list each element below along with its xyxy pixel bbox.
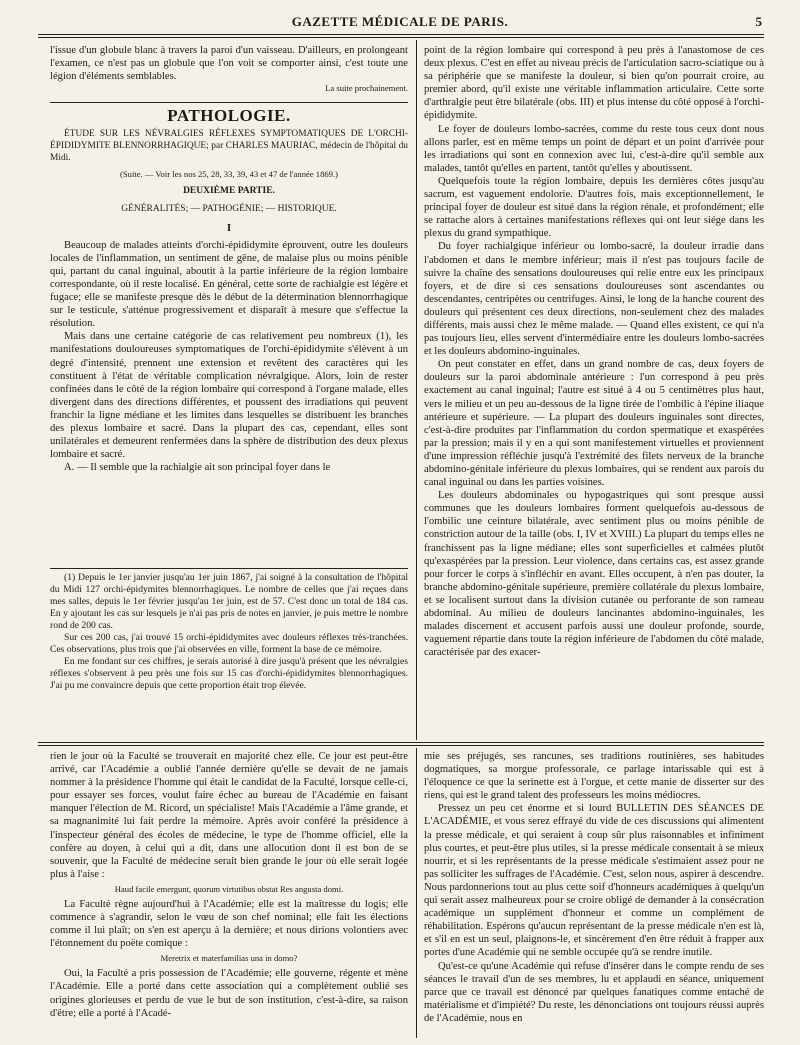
header-rule	[38, 34, 764, 35]
section-heading: PATHOLOGIE.	[167, 106, 291, 126]
part-subheading: GÉNÉRALITÉS; — PATHOGÉNIE; — HISTORIQUE.	[121, 204, 337, 215]
part-heading: DEUXIÈME PARTIE.	[183, 186, 275, 197]
column-divider	[416, 40, 417, 740]
continuation-text: l'issue d'un globule blanc à travers la paroi d'un vaisseau. D'ailleurs, en prolongeant l'examen, ce n'est pas un globule que l'on voit se comporter ainsi, c'est toute une légion d'éléments semblables.	[50, 45, 408, 83]
paragraph: Pressez un peu cet énorme et si lourd BULLETIN DES SÉANCES DE L'ACADÉMIE, et vous serez effrayé du vide de ces discussions qui alimentent la presse médicale, et qui seraient à coup sûr plus raisonnables et infiniment plus courtes, et peut-être plus utiles, si la presse médicale consentait à se mieux nourrir, et si les représentants de la presse médicale s'estimaient assez pour ne pas solliciter les suffrages de l'Académie. C'est, selon nous, aspirer à descendre. Nous pardonnerions tout au plus cette soif d'honneurs académiques à quelqu'un qui serait assez malheureux pour se croire obligé de demander à la consécration académique un supplément d'honneur et comme un complément de réhabilitation. Espérons qu'aucun représentant de la presse médicale n'en est là, et s'il en est un seul, plaignons-le, et sincèrement d'en être réduit à frapper aux portes d'une Académie qui ne semble occupée qu'à se rendre inutile.	[424, 803, 764, 959]
paragraph: Du foyer rachialgique inférieur ou lombo-sacré, la douleur irradie dans l'abdomen et dans le membre inférieur; mais il n'est pas toujours facile de suivre la chaîne des sensations douloureuses qui relie entre eux les principaux foyers, et de dire si ces sensations douloureuses sont ascendantes ou descendantes, centripètes ou centrifuges. Ainsi, le long de la hanche courent des douleurs qui présentent ces deux directions, non-seulement chez des malades différents, mais aussi chez le même malade. — Quand elles existent, ce qui n'a pas toujours lieu, elles servent d'intermédiaire entre les douleurs lombo-sacrées et les douleurs abdomino-inguinales.	[424, 241, 764, 358]
continuation-note: (Suite. — Voir les nos 25, 28, 33, 39, 43 et 47 de l'année 1869.)	[120, 169, 338, 180]
section-divider	[50, 102, 408, 103]
paragraph: Le foyer de douleurs lombo-sacrées, comme du reste tous ceux dont nous allons parler, est en même temps un point de départ et un point d'arrivée pour les irradiations qui sont en connexion avec lui, c'est-à-dire qu'il semble aux malades, tantôt qu'elles en partent, tantôt qu'elles y aboutissent.	[424, 123, 764, 174]
article-title: ÉTUDE SUR LES NÉVRALGIES RÉFLEXES SYMPTOMATIQUES DE L'ORCHI-ÉPIDIDYMITE BLENNORRHAGIQUE; par CHARLES MAURIAC, médecin de l'hôpital du Midi.	[50, 129, 408, 164]
paragraph: Les douleurs abdominales ou hypogastriques qui sont presque aussi communes que les douleurs lombaires forment quelquefois au-dessous de l'ombilic une ceinture bilatérale, avec sentiment plus ou moins pénible de constriction autour de la taille (obs. I, IV et XVIII.) La plupart du temps elles ne franchissent pas la ligne médiane; elles sont superficielles et calmées plutôt qu'exaspérées par la pression. Leur violence, dans certains cas, est assez grande pour forcer le corps à s'infléchir en avant. Elles occupent, à n'en pas douter, la branche abdomino-génitale supérieure, première collatérale du plexus lombaire, et se localisent surtout dans la division cutanée ou perforante de son rameau abdominal. Au milieu de douleurs lancinantes abdomino-inguinales, les malades discernent et accusent parfois aussi une douleur profonde, sourde, vaguement répartie dans toute la région inférieure de l'abdomen du côté malade, caractérisée par des exacer-	[424, 490, 764, 659]
paragraph: On peut constater en effet, dans un grand nombre de cas, deux foyers de douleurs sur la paroi abdominale antérieure : l'un correspond à peu près exactement au canal inguinal; l'autre est situé à 4 ou 5 centimètres plus haut, vers le milieu et un peu au-dessous de la ligne tirée de l'ombilic à l'épine iliaque antérieure et supérieure. — La plupart des douleurs inguinales sont directes, c'est-à-dire produites par l'inflammation du cordon spermatique et exaspérées par la pression; mais il y en a qui sont manifestement virtuelles et proviennent d'une impression réfléchie jusqu'à l'extrémité des filets nerveux de la branche abdomino-génitale inférieure du plexus lombaires, qui se rendent aux parois du canal inguinal ou dans les parties voisines.	[424, 359, 764, 489]
page-number: 5	[755, 14, 762, 29]
bottom-column-divider	[416, 748, 417, 1038]
latin-quote: Haud facile emergunt, quorum virtutibus obstat Res angusta domi.	[114, 883, 344, 894]
footnote: (1) Depuis le 1er janvier jusqu'au 1er juin 1867, j'ai soigné à la consultation de l'hôpital du Midi 127 orchi-épidymites blennorrhagiques. Le nombre de celles que j'ai reçues dans mes salles, depuis le 1er février jusqu'au 1er juin, est de 57. C'est donc un total de 184 cas. En y ajoutant les cas sur lesquels je n'ai pas pris de notes en janvier, je puis mettre le nombre rond de 200 cas.	[50, 572, 408, 631]
right-column	[424, 44, 764, 736]
header-rule-double	[38, 37, 764, 38]
footnotes	[50, 572, 408, 737]
footnote-rule	[50, 568, 408, 569]
paragraph: Mais dans une certaine catégorie de cas relativement peu nombreux (1), les manifestations douloureuses symptomatiques de l'orchi-épididymite s'élèvent à un degré d'intensité, prennent une extension et revêtent des caractères qui les constituent à l'état de véritable complication névralgique. Alors, loin de rester confinées dans le côté de la région lombaire qui correspond à l'organe malade, elles divergent dans des directions différentes, et poussent des irradiations qui peuvent franchir la ligne médiane et les limites dans lesquelles se distribuent les branches des plexus lombaire et sacré. Dans la plupart des cas, cependant, elles sont unilatérales et demeurent renfermées dans la sphère de distribution des deux plexus lombaire et sacré.	[50, 331, 408, 461]
paragraph: Beaucoup de malades atteints d'orchi-épididymite éprouvent, outre les douleurs locales de l'inflammation, un sentiment de gêne, de malaise plus ou moins pénible qui, partant du canal inguinal, aboutit à la partie inférieure de la région lombaire correspondante, où il reste localisé. En général, cette sorte de rachialgie est légère et fugace; elle se manifeste presque dès le début de la détermination blennorrhagique sur le testicule, s'atténue progressivement et disparaît à mesure que s'effectue la résolution.	[50, 239, 408, 330]
paragraph: point de la région lombaire qui correspond à peu près à l'anastomose de ces deux plexus. C'est en effet au niveau précis de l'articulation sacro-sciatique ou à sa périphérie que se manifeste la douleur, si bien qu'on pourrait croire, au premier abord, qu'il existe une véritable inflammation articulaire. Cette sorte d'arthralgie peut être bilatérale (obs. III) et plus intense du côté opposé à l'orchi-épididymite.	[424, 45, 764, 122]
bottom-left-column	[50, 750, 408, 1040]
roman-numeral: I	[226, 221, 232, 234]
paragraph: Qu'est-ce qu'une Académie qui refuse d'insérer dans le compte rendu de ses séances le travail d'un de ses membres, lu et applaudi en séance, uniquement parce que ce travail est dénoncé par quelques fanatiques comme entaché de matérialisme et d'impiété? Du reste, les dénonciations ont toujours réussi auprès de l'Académie, nous en	[424, 960, 764, 1024]
paragraph: A. — Il semble que la rachialgie ait son principal foyer dans le	[64, 462, 331, 474]
footnote: En me fondant sur ces chiffres, je serais autorisé à dire jusqu'à présent que les névralgies réflexes s'observent à peu près une fois sur 15 cas d'orchi-épididymites blennorrhagiques. J'ai pu me convaincre depuis que cette proportion était trop élevée.	[50, 656, 408, 691]
bottom-right-column	[424, 750, 764, 1040]
to-be-continued: La suite prochainement.	[325, 83, 408, 94]
left-column	[50, 44, 408, 564]
paragraph: mie ses préjugés, ses rancunes, ses traditions routinières, ses habitudes dogmatiques, sa morgue professorale, ce parlage intarissable qui est à l'éloquence ce que la serinette est à l'orgue, et cette manie de disserter sur des riens, qui est le grand talent des professeurs les moins médiocres.	[424, 751, 764, 802]
feuilleton-rule-double	[38, 745, 764, 746]
feuilleton-rule	[38, 742, 764, 743]
newspaper-title: GAZETTE MÉDICALE DE PARIS.	[291, 14, 509, 29]
paragraph: Oui, la Faculté a pris possession de l'Académie; elle gouverne, régente et mène l'Académie. Elle a porté dans cette association qui a complètement oublié ses origines glorieuses et perdu de vue le but de son institution, c'est-à-dire, sa raison d'être; elle a porté à l'Acadé-	[50, 968, 408, 1019]
paragraph: Quelquefois toute la région lombaire, depuis les dernières côtes jusqu'au sacrum, est vaguement endolorie. D'autres fois, mais exceptionnellement, le principal foyer de douleur est situé dans la région rénale, et profondément; elle se rattache alors à certaines manifestations réflexes qui ont leur siége dans les plexus du grand sympathique.	[424, 175, 764, 240]
paragraph: La Faculté règne aujourd'hui à l'Académie; elle est la maîtresse du logis; elle commence à s'agrandir, selon le vœu de son chef nominal; elle fait les élections comme il lui plaît; on s'en est aperçu à la dernière; et nous dirions volontiers avec l'étonnement du poëte comique :	[50, 898, 408, 950]
footnote: Sur ces 200 cas, j'ai trouvé 15 orchi-épididymites avec douleurs réflexes très-tranchées. Ces observations, plus trois que j'ai observées en ville, forment la base de ce mémoire.	[50, 632, 408, 655]
latin-quote: Meretrix et materfamilias una in domo?	[160, 953, 298, 964]
paragraph: rien le jour où la Faculté se trouverait en majorité chez elle. Ce jour est peut-être arrivé, car l'Académie a oublié l'année dernière qu'elle se devait de ne jamais nommer à la présidence l'homme qui était le candidat de la Faculté, lorsque celle-ci, pour essayer ses forces, voulut faire échec au bureau de l'Académie en faisant manquer l'élection de M. Ricord, un spécialiste! Mais l'Académie a l'âme grande, et sa magnanimité lui fait perdre la mémoire. Après avoir conféré la présidence à l'inspecteur général des écoles de médecine, le type de l'homme officiel, elle la confère au doyen, à celui qui a dit, dans une allocution dont il est bon de se souvenir, que la Faculté de médecine serait bien grande le jour où elle serait logée plus à l'aise :	[50, 751, 408, 880]
